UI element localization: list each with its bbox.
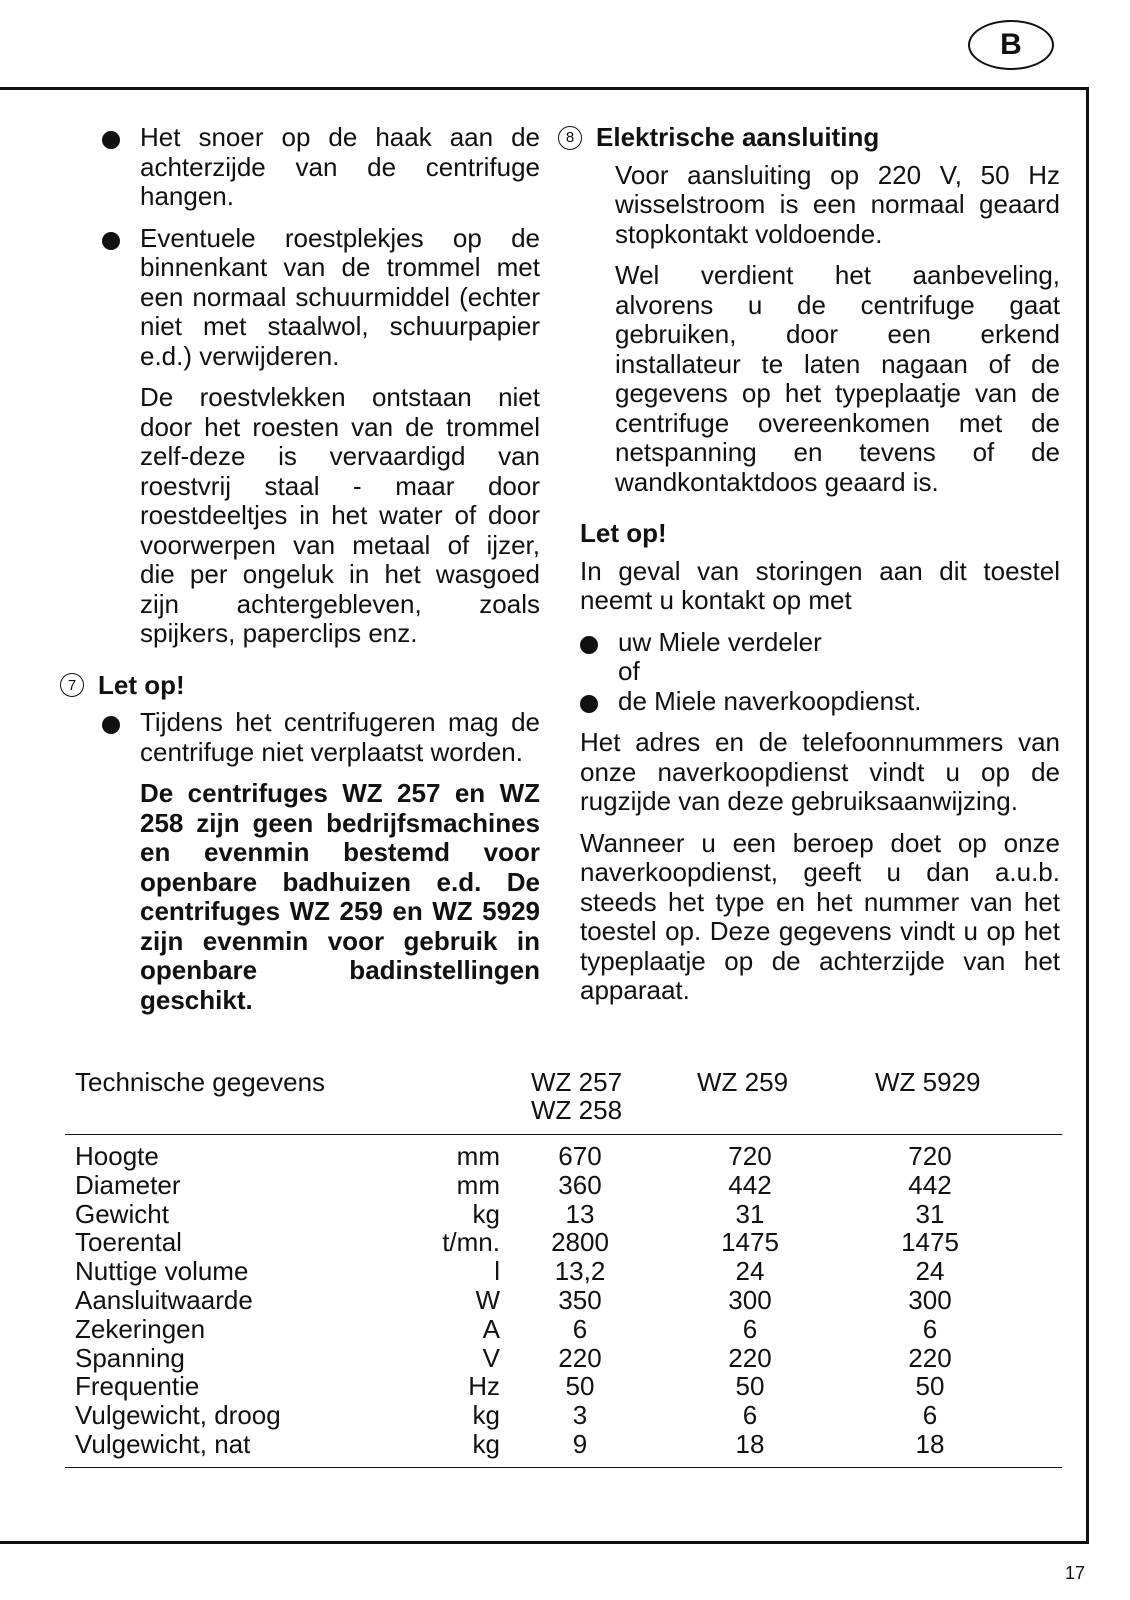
table-row bbox=[65, 1430, 1062, 1459]
row-label: Vulgewicht, nat bbox=[75, 1428, 251, 1459]
table-row bbox=[65, 1171, 1062, 1200]
table-header bbox=[65, 1068, 1062, 1135]
bullet-dealer: uw Miele verdeler bbox=[580, 628, 1060, 658]
col-header-wz259: WZ 259 bbox=[697, 1067, 789, 1097]
value-wz259: 6 bbox=[742, 1400, 758, 1431]
row-unit: mm bbox=[456, 1169, 500, 1200]
badge-letter: B bbox=[1000, 28, 1022, 61]
table-row bbox=[65, 1286, 1062, 1315]
address-text: Het adres en de telefoonnummers van onze naverkoopdienst vindt u op de rugzijde van deze gebruiksaanwijzing. bbox=[580, 727, 1060, 816]
section-7-title: Let op! bbox=[98, 669, 185, 700]
row-unit: kg bbox=[472, 1198, 500, 1229]
section-number-8: 8 bbox=[558, 126, 582, 150]
value-wz259: 24 bbox=[735, 1256, 765, 1287]
language-badge bbox=[968, 20, 1054, 70]
row-label: Spanning bbox=[75, 1342, 185, 1373]
value-wz5929: 220 bbox=[908, 1342, 952, 1373]
table-title: Technische gegevens bbox=[75, 1067, 326, 1097]
rust-explanation: De roestvlekken ontstaan niet door het roesten van de trommel zelf-deze is vervaardigd van roestvrij staal - maar door roestdeeltjes in het water of door voorwerpen van metaal of ijzer, die per ongeluk in het wasgoed zijn achtergebleven, zoals spijkers, paperclips enz. bbox=[140, 382, 540, 648]
value-wz257: 13 bbox=[565, 1198, 595, 1229]
connection-text: Voor aansluiting op 220 V, 50 Hz wisselstroom is een normaal geaard stopkontakt voldoende. bbox=[615, 159, 1060, 249]
value-wz259: 720 bbox=[728, 1141, 772, 1171]
section-number-7: 7 bbox=[60, 673, 84, 697]
table-row bbox=[65, 1372, 1062, 1401]
value-wz257: 350 bbox=[558, 1284, 602, 1315]
bullet-service: de Miele naverkoopdienst. bbox=[580, 687, 1060, 717]
value-wz259: 442 bbox=[728, 1169, 772, 1200]
table-row bbox=[65, 1142, 1062, 1171]
value-wz5929: 18 bbox=[915, 1428, 945, 1459]
value-wz5929: 6 bbox=[922, 1400, 938, 1431]
table-row bbox=[65, 1344, 1062, 1373]
value-wz5929: 31 bbox=[915, 1198, 945, 1229]
table-row bbox=[65, 1257, 1062, 1286]
page-number: 17 bbox=[1065, 1563, 1086, 1583]
col-header-wz258: WZ 258 bbox=[531, 1095, 623, 1125]
left-column bbox=[67, 122, 540, 1015]
table-row bbox=[65, 1401, 1062, 1430]
value-wz5929: 50 bbox=[915, 1371, 945, 1402]
value-wz5929: 24 bbox=[915, 1256, 945, 1287]
col-header-wz257: WZ 257 bbox=[531, 1067, 623, 1097]
value-wz5929: 300 bbox=[908, 1284, 952, 1315]
table-body bbox=[65, 1135, 1062, 1468]
bullet-rust-spots: Eventuele roestplekjes op de binnenkant van de trommel met een normaal schuurmiddel (echter niet met staalwol, schuurpapier e.d.) verwijderen. bbox=[80, 224, 540, 372]
table-row bbox=[65, 1200, 1062, 1229]
value-wz257: 13,2 bbox=[554, 1256, 606, 1287]
technical-data-table bbox=[65, 1068, 1062, 1468]
service-request-text: Wanneer u een beroep doet op onze naverkoopdienst, geeft u dan a.u.b. steeds het type en het nummer van het toestel op. Deze gegevens vindt u op het typeplaatje op de achterzijde van het apparaat. bbox=[580, 827, 1060, 1005]
value-wz257: 50 bbox=[565, 1371, 595, 1402]
value-wz257: 670 bbox=[558, 1141, 602, 1171]
section-7-heading bbox=[60, 671, 540, 701]
value-wz259: 6 bbox=[742, 1313, 758, 1344]
letop-heading: Let op! bbox=[580, 518, 667, 548]
value-wz259: 220 bbox=[728, 1342, 772, 1373]
value-wz5929: 720 bbox=[908, 1141, 952, 1171]
bullet-no-move: Tijdens het centrifugeren mag de centrifuge niet verplaatst worden. bbox=[80, 708, 540, 767]
section-8-title: Elektrische aansluiting bbox=[596, 122, 880, 152]
row-unit: W bbox=[475, 1284, 500, 1315]
row-label: Diameter bbox=[75, 1169, 181, 1200]
bottom-rule bbox=[0, 1541, 1089, 1544]
value-wz257: 6 bbox=[572, 1313, 588, 1344]
row-label: Vulgewicht, droog bbox=[75, 1400, 281, 1431]
value-wz257: 360 bbox=[558, 1169, 602, 1200]
value-wz259: 50 bbox=[735, 1371, 765, 1402]
row-unit: Hz bbox=[468, 1371, 500, 1402]
row-unit: V bbox=[482, 1342, 500, 1373]
row-unit: A bbox=[482, 1313, 500, 1344]
row-label: Frequentie bbox=[75, 1371, 200, 1402]
col-header-wz5929: WZ 5929 bbox=[875, 1067, 981, 1097]
bullet-cord-hook: Het snoer op de haak aan de achterzijde van de centrifuge hangen. bbox=[80, 123, 540, 212]
value-wz257: 3 bbox=[572, 1400, 588, 1431]
row-label: Toerental bbox=[75, 1227, 182, 1258]
value-wz5929: 6 bbox=[922, 1313, 938, 1344]
row-unit: kg bbox=[472, 1428, 500, 1459]
row-unit: mm bbox=[456, 1141, 500, 1171]
value-wz259: 300 bbox=[728, 1284, 772, 1315]
row-label: Gewicht bbox=[75, 1198, 169, 1229]
installer-advice: Wel verdient het aanbeveling, alvorens u de centrifuge gaat gebruiken, door een erkend installateur te laten nagaan of de gegevens op het typeplaatje van de centrifuge overeenkomen met de netspanning en tevens of de wandkontaktdoos geaard is. bbox=[615, 260, 1060, 497]
row-label: Nuttige volume bbox=[75, 1256, 249, 1287]
top-rule bbox=[0, 87, 1088, 90]
row-unit: t/mn. bbox=[442, 1227, 500, 1258]
value-wz5929: 442 bbox=[908, 1169, 952, 1200]
value-wz5929: 1475 bbox=[901, 1227, 959, 1258]
value-wz257: 2800 bbox=[551, 1227, 609, 1258]
value-wz259: 1475 bbox=[721, 1227, 779, 1258]
value-wz259: 31 bbox=[735, 1198, 765, 1229]
right-rule bbox=[1086, 87, 1089, 1544]
table-row bbox=[65, 1228, 1062, 1257]
row-label: Aansluitwaarde bbox=[75, 1284, 253, 1315]
row-unit: kg bbox=[472, 1400, 500, 1431]
table-row bbox=[65, 1315, 1062, 1344]
row-label: Hoogte bbox=[75, 1141, 159, 1171]
value-wz259: 18 bbox=[735, 1428, 765, 1459]
value-wz257: 9 bbox=[572, 1428, 588, 1459]
or-text: of bbox=[618, 656, 640, 686]
right-column bbox=[565, 122, 1060, 1018]
value-wz257: 220 bbox=[558, 1342, 602, 1373]
row-label: Zekeringen bbox=[75, 1313, 206, 1344]
section-8-heading bbox=[558, 123, 1060, 153]
warning-bold-text: De centrifuges WZ 257 en WZ 258 zijn geen bedrijfsmachines en evenmin bestemd voor openbare badhuizen e.d. De centrifuges WZ 259 en WZ 5929 zijn evenmin voor gebruik in openbare badinstellingen geschikt. bbox=[140, 778, 540, 1015]
row-unit: l bbox=[494, 1256, 500, 1287]
malfunction-text: In geval van storingen aan dit toestel neemt u kontakt op met bbox=[580, 555, 1060, 615]
